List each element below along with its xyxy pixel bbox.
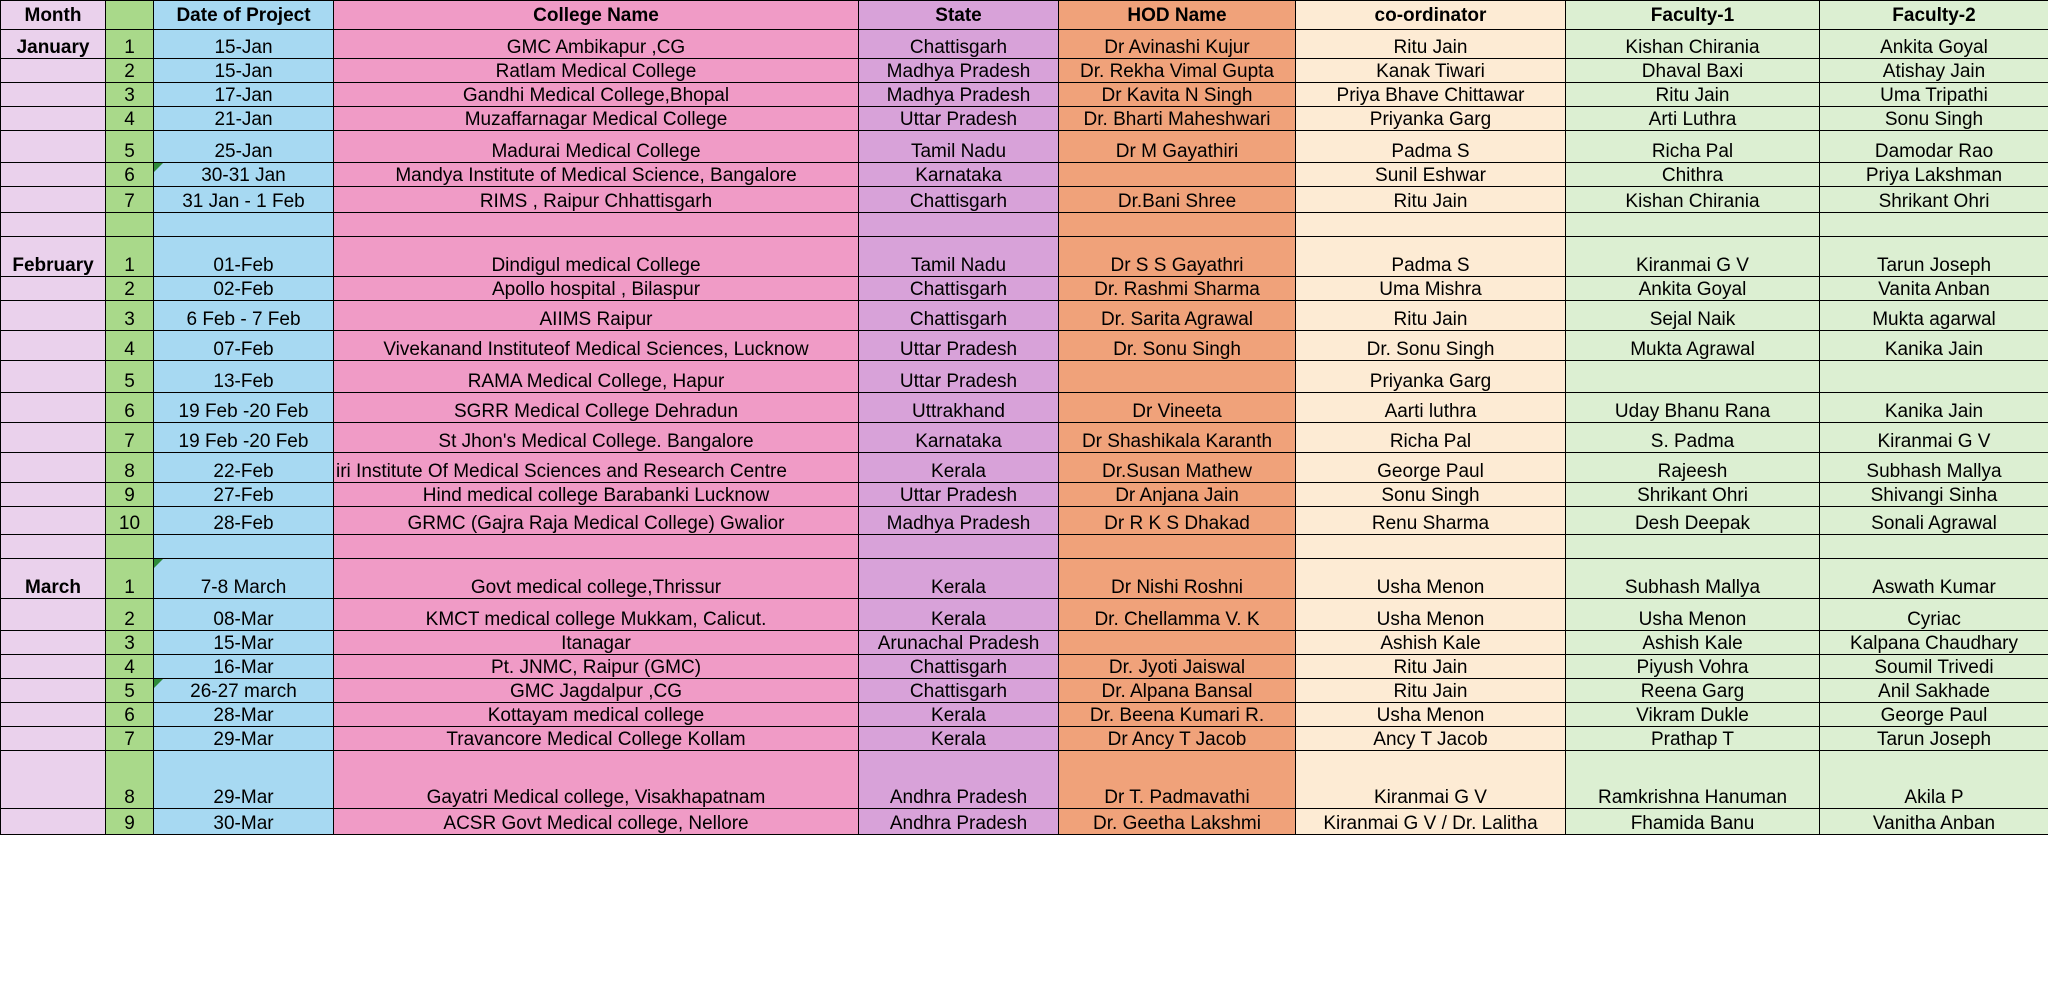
cell-state[interactable]: Uttrakhand [859,393,1059,423]
cell-coordinator[interactable]: Ashish Kale [1296,631,1566,655]
cell-hod-name[interactable]: Dr. Beena Kumari R. [1059,703,1296,727]
cell-faculty-1[interactable]: Dhaval Baxi [1566,59,1820,83]
cell-faculty-1[interactable]: S. Padma [1566,423,1820,453]
cell-college-name[interactable]: Gayatri Medical college, Visakhapatnam [334,751,859,809]
cell-month[interactable] [1,703,106,727]
cell-college-name[interactable]: Gandhi Medical College,Bhopal [334,83,859,107]
cell-state[interactable]: Kerala [859,599,1059,631]
cell-coordinator[interactable]: Ritu Jain [1296,187,1566,213]
table-row [1,131,2048,163]
cell-hod-name[interactable] [1059,631,1296,655]
cell-hod-name[interactable]: Dr. Rekha Vimal Gupta [1059,59,1296,83]
cell-coordinator[interactable]: Usha Menon [1296,703,1566,727]
cell-college-name[interactable]: Pt. JNMC, Raipur (GMC) [334,655,859,679]
cell-college-name[interactable]: Travancore Medical College Kollam [334,727,859,751]
cell-college-name[interactable]: St Jhon's Medical College. Bangalore [334,423,859,453]
cell-college-name[interactable]: GRMC (Gajra Raja Medical College) Gwalior [334,507,859,535]
cell-hod-name[interactable]: Dr. Chellamma V. K [1059,599,1296,631]
cell-serial-number[interactable]: 6 [106,393,154,423]
cell-faculty-1[interactable]: Arti Luthra [1566,107,1820,131]
cell-faculty-1[interactable]: Piyush Vohra [1566,655,1820,679]
cell-serial-number[interactable]: 5 [106,679,154,703]
cell-date[interactable]: 30-Mar [154,809,334,835]
cell-date[interactable]: 28-Mar [154,703,334,727]
cell-coordinator[interactable]: Ritu Jain [1296,301,1566,331]
cell-date[interactable]: 29-Mar [154,727,334,751]
table-row [1,559,2048,599]
cell-college-name[interactable]: AIIMS Raipur [334,301,859,331]
cell-date[interactable]: 13-Feb [154,361,334,393]
cell-college-name[interactable]: Itanagar [334,631,859,655]
cell-college-name[interactable]: Hind medical college Barabanki Lucknow [334,483,859,507]
cell-college-name[interactable]: Kottayam medical college [334,703,859,727]
cell-date[interactable]: 22-Feb [154,453,334,483]
cell-date[interactable] [154,213,334,237]
cell-date[interactable]: 17-Jan [154,83,334,107]
header-faculty-2[interactable]: Faculty-2 [1820,1,2048,30]
cell-college-name[interactable]: SGRR Medical College Dehradun [334,393,859,423]
cell-month[interactable] [1,727,106,751]
table-row [1,679,2048,703]
cell-faculty-2[interactable]: Kanika Jain [1820,393,2048,423]
cell-serial-number[interactable]: 5 [106,131,154,163]
cell-faculty-1[interactable] [1566,361,1820,393]
cell-coordinator[interactable]: Aarti luthra [1296,393,1566,423]
cell-hod-name[interactable]: Dr Kavita N Singh [1059,83,1296,107]
cell-coordinator[interactable]: Priyanka Garg [1296,107,1566,131]
cell-coordinator[interactable]: Priyanka Garg [1296,361,1566,393]
cell-serial-number[interactable]: 9 [106,483,154,507]
cell-faculty-2[interactable]: Tarun Joseph [1820,727,2048,751]
cell-state[interactable]: Tamil Nadu [859,237,1059,277]
cell-faculty-2[interactable]: Kiranmai G V [1820,423,2048,453]
cell-college-name[interactable]: Muzaffarnagar Medical College [334,107,859,131]
cell-coordinator[interactable]: Ritu Jain [1296,655,1566,679]
cell-faculty-1[interactable]: Desh Deepak [1566,507,1820,535]
cell-hod-name[interactable]: Dr. Rashmi Sharma [1059,277,1296,301]
cell-faculty-1[interactable]: Kiranmai G V [1566,237,1820,277]
table-row [1,599,2048,631]
table-row [1,483,2048,507]
cell-state[interactable]: Madhya Pradesh [859,507,1059,535]
cell-college-name[interactable]: Govt medical college,Thrissur [334,559,859,599]
cell-month[interactable] [1,361,106,393]
cell-state[interactable]: Karnataka [859,163,1059,187]
cell-date[interactable]: 6 Feb - 7 Feb [154,301,334,331]
table-row [1,727,2048,751]
cell-date[interactable]: 08-Mar [154,599,334,631]
cell-hod-name[interactable]: Dr. Alpana Bansal [1059,679,1296,703]
header-row [1,1,2048,30]
cell-date[interactable]: 26-27 march [154,679,334,703]
cell-coordinator[interactable]: Dr. Sonu Singh [1296,331,1566,361]
cell-faculty-2[interactable]: Kanika Jain [1820,331,2048,361]
cell-coordinator[interactable]: Sonu Singh [1296,483,1566,507]
cell-serial-number[interactable]: 1 [106,559,154,599]
cell-state[interactable]: Kerala [859,703,1059,727]
table-row [1,751,2048,809]
cell-hod-name[interactable] [1059,213,1296,237]
cell-faculty-1[interactable]: Ankita Goyal [1566,277,1820,301]
cell-coordinator[interactable]: Kiranmai G V / Dr. Lalitha [1296,809,1566,835]
cell-hod-name[interactable]: Dr. Bharti Maheshwari [1059,107,1296,131]
cell-month[interactable] [1,599,106,631]
cell-hod-name[interactable]: Dr. Sonu Singh [1059,331,1296,361]
header-month[interactable]: Month [1,1,106,30]
cell-coordinator[interactable]: Renu Sharma [1296,507,1566,535]
cell-faculty-2[interactable] [1820,535,2048,559]
cell-hod-name[interactable]: Dr Shashikala Karanth [1059,423,1296,453]
cell-serial-number[interactable]: 6 [106,703,154,727]
cell-faculty-2[interactable]: Vanitha Anban [1820,809,2048,835]
cell-state[interactable]: Madhya Pradesh [859,59,1059,83]
cell-college-name[interactable]: ACSR Govt Medical college, Nellore [334,809,859,835]
cell-state[interactable]: Chattisgarh [859,187,1059,213]
cell-serial-number[interactable]: 8 [106,453,154,483]
cell-college-name[interactable]: Madurai Medical College [334,131,859,163]
table-row [1,30,2048,59]
cell-faculty-1[interactable]: Rajeesh [1566,453,1820,483]
cell-hod-name[interactable] [1059,535,1296,559]
cell-hod-name[interactable]: Dr Nishi Roshni [1059,559,1296,599]
table-row [1,187,2048,213]
cell-faculty-1[interactable]: Chithra [1566,163,1820,187]
cell-serial-number[interactable]: 2 [106,599,154,631]
cell-faculty-2[interactable]: Anil Sakhade [1820,679,2048,703]
table-row [1,213,2048,237]
table-row [1,107,2048,131]
cell-college-name[interactable]: Mandya Institute of Medical Science, Bangalore [334,163,859,187]
cell-state[interactable]: Uttar Pradesh [859,331,1059,361]
cell-hod-name[interactable] [1059,361,1296,393]
cell-faculty-1[interactable]: Richa Pal [1566,131,1820,163]
cell-faculty-2[interactable]: Cyriac [1820,599,2048,631]
cell-serial-number[interactable]: 4 [106,655,154,679]
cell-month[interactable] [1,751,106,809]
table-row [1,59,2048,83]
cell-month[interactable]: March [1,559,106,599]
cell-hod-name[interactable]: Dr. Geetha Lakshmi [1059,809,1296,835]
cell-month[interactable] [1,331,106,361]
cell-faculty-1[interactable]: Ramkrishna Hanuman [1566,751,1820,809]
cell-faculty-2[interactable]: Mukta agarwal [1820,301,2048,331]
cell-date[interactable]: 29-Mar [154,751,334,809]
cell-faculty-2[interactable] [1820,361,2048,393]
cell-hod-name[interactable]: Dr T. Padmavathi [1059,751,1296,809]
cell-hod-name[interactable]: Dr Ancy T Jacob [1059,727,1296,751]
cell-faculty-2[interactable]: Soumil Trivedi [1820,655,2048,679]
cell-state[interactable]: Uttar Pradesh [859,483,1059,507]
cell-date[interactable]: 25-Jan [154,131,334,163]
cell-state[interactable]: Andhra Pradesh [859,751,1059,809]
cell-coordinator[interactable]: Usha Menon [1296,599,1566,631]
cell-faculty-1[interactable] [1566,213,1820,237]
cell-date[interactable]: 01-Feb [154,237,334,277]
cell-faculty-2[interactable]: Damodar Rao [1820,131,2048,163]
cell-coordinator[interactable]: Sunil Eshwar [1296,163,1566,187]
header-serial-number[interactable] [106,1,154,30]
cell-college-name[interactable] [334,213,859,237]
cell-faculty-1[interactable]: Mukta Agrawal [1566,331,1820,361]
cell-hod-name[interactable]: Dr Avinashi Kujur [1059,30,1296,59]
cell-hod-name[interactable]: Dr.Susan Mathew [1059,453,1296,483]
cell-college-name[interactable]: GMC Ambikapur ,CG [334,30,859,59]
table-row [1,163,2048,187]
cell-faculty-2[interactable]: Kalpana Chaudhary [1820,631,2048,655]
cell-college-name[interactable]: Ratlam Medical College [334,59,859,83]
cell-date[interactable]: 02-Feb [154,277,334,301]
cell-serial-number[interactable] [106,213,154,237]
cell-state[interactable]: Uttar Pradesh [859,107,1059,131]
header-state[interactable]: State [859,1,1059,30]
cell-state[interactable]: Karnataka [859,423,1059,453]
header-faculty-1[interactable]: Faculty-1 [1566,1,1820,30]
cell-state[interactable]: Chattisgarh [859,655,1059,679]
cell-faculty-2[interactable]: Aswath Kumar [1820,559,2048,599]
cell-college-name[interactable]: GMC Jagdalpur ,CG [334,679,859,703]
cell-college-name[interactable]: Apollo hospital , Bilaspur [334,277,859,301]
cell-coordinator[interactable]: Richa Pal [1296,423,1566,453]
cell-month[interactable] [1,483,106,507]
cell-faculty-2[interactable]: Sonali Agrawal [1820,507,2048,535]
cell-faculty-1[interactable]: Reena Garg [1566,679,1820,703]
cell-serial-number[interactable]: 4 [106,107,154,131]
cell-month[interactable]: February [1,237,106,277]
cell-state[interactable]: Uttar Pradesh [859,361,1059,393]
cell-coordinator[interactable]: Ritu Jain [1296,30,1566,59]
cell-college-name[interactable]: iri Institute Of Medical Sciences and Research Centre [334,453,859,483]
cell-faculty-1[interactable]: Ritu Jain [1566,83,1820,107]
cell-faculty-2[interactable] [1820,213,2048,237]
cell-state[interactable]: Chattisgarh [859,30,1059,59]
table-row [1,809,2048,835]
table-row [1,507,2048,535]
cell-month[interactable] [1,59,106,83]
cell-state[interactable]: Chattisgarh [859,301,1059,331]
table-row [1,631,2048,655]
cell-date[interactable]: 30-31 Jan [154,163,334,187]
cell-date[interactable] [154,535,334,559]
cell-month[interactable] [1,187,106,213]
cell-faculty-1[interactable]: Usha Menon [1566,599,1820,631]
cell-date[interactable]: 28-Feb [154,507,334,535]
cell-coordinator[interactable]: Padma S [1296,237,1566,277]
cell-faculty-1[interactable]: Uday Bhanu Rana [1566,393,1820,423]
cell-date[interactable]: 31 Jan - 1 Feb [154,187,334,213]
cell-faculty-1[interactable]: Kishan Chirania [1566,30,1820,59]
cell-state[interactable]: Andhra Pradesh [859,809,1059,835]
cell-college-name[interactable] [334,535,859,559]
cell-serial-number[interactable]: 7 [106,187,154,213]
cell-college-name[interactable]: Vivekanand Instituteof Medical Sciences, Lucknow [334,331,859,361]
cell-month[interactable] [1,131,106,163]
header-college-name[interactable]: College Name [334,1,859,30]
cell-date[interactable]: 07-Feb [154,331,334,361]
cell-month[interactable] [1,301,106,331]
cell-faculty-2[interactable]: Priya Lakshman [1820,163,2048,187]
table-row [1,655,2048,679]
cell-date[interactable]: 16-Mar [154,655,334,679]
cell-date[interactable]: 15-Mar [154,631,334,655]
cell-college-name[interactable]: RAMA Medical College, Hapur [334,361,859,393]
cell-serial-number[interactable] [106,535,154,559]
cell-month[interactable]: January [1,30,106,59]
cell-coordinator[interactable]: Usha Menon [1296,559,1566,599]
cell-faculty-2[interactable]: Uma Tripathi [1820,83,2048,107]
cell-coordinator[interactable]: Padma S [1296,131,1566,163]
cell-date[interactable]: 19 Feb -20 Feb [154,423,334,453]
table-row [1,453,2048,483]
cell-month[interactable] [1,393,106,423]
cell-month[interactable] [1,213,106,237]
cell-serial-number[interactable]: 5 [106,361,154,393]
cell-month[interactable] [1,423,106,453]
cell-hod-name[interactable]: Dr. Jyoti Jaiswal [1059,655,1296,679]
cell-state[interactable]: Chattisgarh [859,679,1059,703]
cell-serial-number[interactable]: 10 [106,507,154,535]
cell-month[interactable] [1,631,106,655]
cell-date[interactable]: 15-Jan [154,59,334,83]
cell-hod-name[interactable]: Dr. Sarita Agrawal [1059,301,1296,331]
cell-month[interactable] [1,277,106,301]
cell-faculty-2[interactable]: Tarun Joseph [1820,237,2048,277]
header-date-of-project[interactable]: Date of Project [154,1,334,30]
cell-faculty-1[interactable]: Subhash Mallya [1566,559,1820,599]
cell-serial-number[interactable]: 3 [106,631,154,655]
cell-month[interactable] [1,809,106,835]
table-row [1,361,2048,393]
cell-faculty-1[interactable]: Vikram Dukle [1566,703,1820,727]
table-row [1,83,2048,107]
cell-state[interactable] [859,213,1059,237]
cell-serial-number[interactable]: 9 [106,809,154,835]
cell-month[interactable] [1,453,106,483]
cell-hod-name[interactable] [1059,163,1296,187]
cell-state[interactable]: Kerala [859,453,1059,483]
cell-date[interactable]: 15-Jan [154,30,334,59]
cell-month[interactable] [1,507,106,535]
cell-faculty-1[interactable]: Ashish Kale [1566,631,1820,655]
cell-coordinator[interactable]: Kiranmai G V [1296,751,1566,809]
cell-coordinator[interactable] [1296,535,1566,559]
cell-hod-name[interactable]: Dr Anjana Jain [1059,483,1296,507]
cell-faculty-1[interactable]: Prathap T [1566,727,1820,751]
table-row [1,277,2048,301]
cell-month[interactable] [1,163,106,187]
table-row [1,423,2048,453]
table-body [1,30,2048,835]
cell-coordinator[interactable]: George Paul [1296,453,1566,483]
cell-faculty-2[interactable]: Vanita Anban [1820,277,2048,301]
table-row [1,331,2048,361]
cell-serial-number[interactable]: 7 [106,727,154,751]
cell-coordinator[interactable] [1296,213,1566,237]
table-row [1,301,2048,331]
cell-month[interactable] [1,535,106,559]
cell-coordinator[interactable]: Priya Bhave Chittawar [1296,83,1566,107]
cell-faculty-2[interactable]: Ankita Goyal [1820,30,2048,59]
cell-month[interactable] [1,107,106,131]
cell-serial-number[interactable]: 6 [106,163,154,187]
cell-month[interactable] [1,83,106,107]
header-coordinator[interactable]: co-ordinator [1296,1,1566,30]
cell-college-name[interactable]: RIMS , Raipur Chhattisgarh [334,187,859,213]
cell-serial-number[interactable]: 3 [106,83,154,107]
cell-state[interactable]: Chattisgarh [859,277,1059,301]
cell-hod-name[interactable]: Dr Vineeta [1059,393,1296,423]
cell-hod-name[interactable]: Dr R K S Dhakad [1059,507,1296,535]
cell-hod-name[interactable]: Dr S S Gayathri [1059,237,1296,277]
cell-month[interactable] [1,679,106,703]
cell-faculty-2[interactable]: Sonu Singh [1820,107,2048,131]
cell-date[interactable]: 27-Feb [154,483,334,507]
cell-date[interactable]: 19 Feb -20 Feb [154,393,334,423]
cell-month[interactable] [1,655,106,679]
header-hod-name[interactable]: HOD Name [1059,1,1296,30]
cell-serial-number[interactable]: 2 [106,59,154,83]
cell-serial-number[interactable]: 2 [106,277,154,301]
cell-faculty-2[interactable]: Atishay Jain [1820,59,2048,83]
cell-coordinator[interactable]: Uma Mishra [1296,277,1566,301]
cell-state[interactable]: Kerala [859,559,1059,599]
cell-faculty-2[interactable]: Shivangi Sinha [1820,483,2048,507]
table-row [1,535,2048,559]
cell-hod-name[interactable]: Dr M Gayathiri [1059,131,1296,163]
cell-faculty-1[interactable] [1566,535,1820,559]
cell-college-name[interactable]: KMCT medical college Mukkam, Calicut. [334,599,859,631]
cell-serial-number[interactable]: 1 [106,30,154,59]
cell-serial-number[interactable]: 7 [106,423,154,453]
cell-coordinator[interactable]: Ritu Jain [1296,679,1566,703]
cell-coordinator[interactable]: Kanak Tiwari [1296,59,1566,83]
cell-serial-number[interactable]: 3 [106,301,154,331]
cell-faculty-1[interactable]: Sejal Naik [1566,301,1820,331]
cell-state[interactable]: Kerala [859,727,1059,751]
cell-state[interactable]: Madhya Pradesh [859,83,1059,107]
cell-faculty-2[interactable]: Akila P [1820,751,2048,809]
table-row [1,393,2048,423]
cell-date[interactable]: 7-8 March [154,559,334,599]
table-row [1,703,2048,727]
cell-state[interactable]: Arunachal Pradesh [859,631,1059,655]
cell-hod-name[interactable]: Dr.Bani Shree [1059,187,1296,213]
cell-serial-number[interactable]: 1 [106,237,154,277]
cell-faculty-2[interactable]: Subhash Mallya [1820,453,2048,483]
cell-faculty-2[interactable]: Shrikant Ohri [1820,187,2048,213]
cell-date[interactable]: 21-Jan [154,107,334,131]
cell-faculty-2[interactable]: George Paul [1820,703,2048,727]
cell-serial-number[interactable]: 8 [106,751,154,809]
table-row [1,237,2048,277]
cell-state[interactable]: Tamil Nadu [859,131,1059,163]
cell-state[interactable] [859,535,1059,559]
cell-serial-number[interactable]: 4 [106,331,154,361]
cell-faculty-1[interactable]: Fhamida Banu [1566,809,1820,835]
cell-coordinator[interactable]: Ancy T Jacob [1296,727,1566,751]
cell-faculty-1[interactable]: Kishan Chirania [1566,187,1820,213]
cell-faculty-1[interactable]: Shrikant Ohri [1566,483,1820,507]
cell-college-name[interactable]: Dindigul medical College [334,237,859,277]
